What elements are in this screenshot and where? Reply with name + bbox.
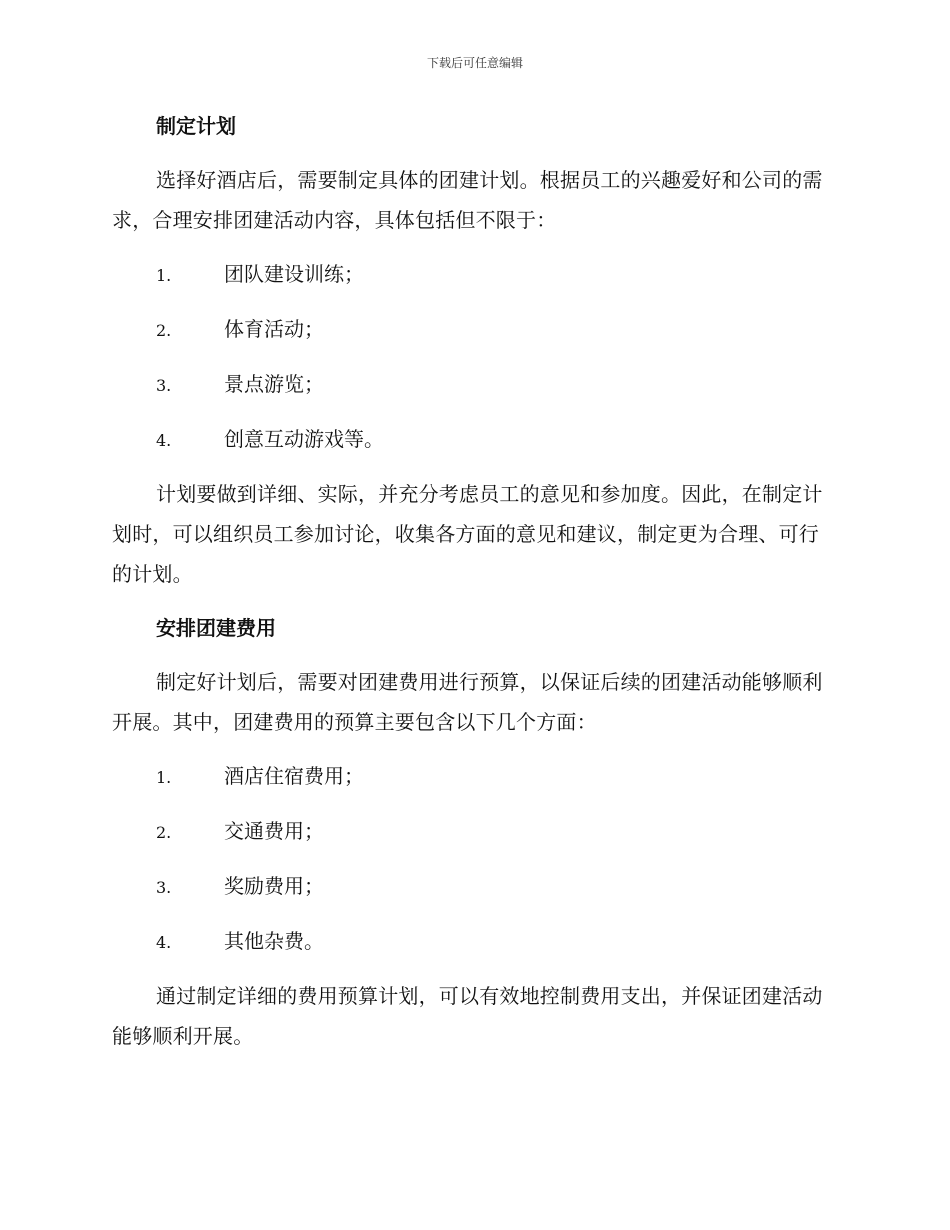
list-item-text: 交通费用； (224, 819, 324, 843)
list-item (112, 419, 832, 459)
list-item-number: 3. (156, 878, 172, 897)
list-item-text: 酒店住宿费用； (224, 764, 364, 788)
list-item (112, 309, 832, 349)
section-outro-paragraph: 计划要做到详细、实际，并充分考虑员工的意见和参加度。因此，在制定计划时，可以组织员工参加讨论，收集各方面的意见和建议，制定更为合理、可行的计划。 (112, 482, 823, 586)
list-item-text: 其他杂费。 (224, 929, 324, 953)
numbered-list (112, 254, 832, 459)
list-item (112, 866, 832, 906)
section-heading: 安排团建费用 (156, 616, 276, 640)
list-item-number: 4. (156, 431, 172, 450)
list-item-text: 体育活动； (224, 317, 324, 341)
list-item-text: 创意互动游戏等。 (224, 427, 384, 451)
numbered-list (112, 756, 832, 961)
list-item-number: 3. (156, 376, 172, 395)
list-item-text: 景点游览； (224, 372, 324, 396)
list-item-number: 2. (156, 321, 172, 340)
list-item-text: 奖励费用； (224, 874, 324, 898)
section-intro-paragraph: 制定好计划后，需要对团建费用进行预算，以保证后续的团建活动能够顺利开展。其中，团建费用的预算主要包含以下几个方面： (112, 670, 823, 734)
list-item-number: 1. (156, 266, 172, 285)
section-outro-paragraph: 通过制定详细的费用预算计划，可以有效地控制费用支出，并保证团建活动能够顺利开展。 (112, 984, 823, 1048)
list-item (112, 921, 832, 961)
section-intro-paragraph: 选择好酒店后，需要制定具体的团建计划。根据员工的兴趣爱好和公司的需求，合理安排团建活动内容，具体包括但不限于： (112, 168, 823, 232)
list-item-number: 4. (156, 933, 172, 952)
document-body (112, 106, 832, 1070)
list-item (112, 364, 832, 404)
list-item-number: 1. (156, 768, 172, 787)
list-item (112, 756, 832, 796)
list-item-number: 2. (156, 823, 172, 842)
list-item (112, 811, 832, 851)
list-item-text: 团队建设训练； (224, 262, 364, 286)
section-heading: 制定计划 (156, 114, 236, 138)
list-item (112, 254, 832, 294)
page-header: 下载后可任意编辑 (426, 56, 523, 70)
